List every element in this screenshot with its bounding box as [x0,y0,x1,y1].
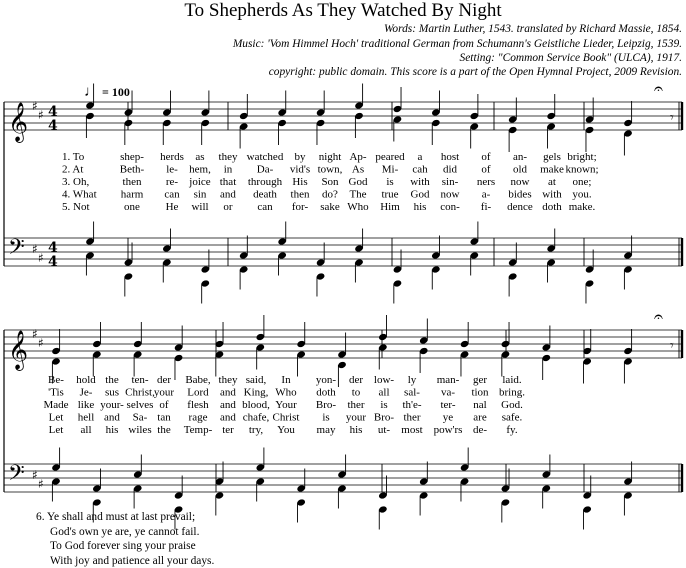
lyric-syllable: now [440,188,460,201]
lyric-syllable: chafe, [242,411,270,424]
lyric-syllable: th'e- [402,399,422,411]
lyric-syllable: Christ, [125,386,155,399]
lyric-syllable: like [77,399,95,411]
stanza-6-line: With joy and patience all your days. [50,554,215,567]
lyric-syllable: He [165,201,179,213]
lyric-syllable: said, [245,374,267,386]
lyric-syllable: they [218,151,238,163]
lyric-syllable: God [348,176,368,188]
lyric-syllable: his [349,424,363,436]
lyric-syllable: Him [380,201,400,213]
lyric-syllable: all [80,424,92,436]
sharp-icon: ♯ [38,336,44,350]
lyric-syllable: ut- [377,424,391,436]
lyric-syllable: Let [48,424,64,436]
lyric-syllable: flesh [187,399,209,411]
time-signature-top: 4 [48,240,58,256]
stanza-6 [36,510,214,568]
lyric-syllable: sal- [404,386,420,399]
lyric-syllable: shep- [120,151,144,163]
lyric-syllable: you. [572,188,592,201]
bass-clef-icon: 𝄢 [8,461,25,491]
lyric-syllable: and [104,411,120,424]
lyric-syllable: man- [436,374,460,386]
eighth-rest-icon: 𝄾 [670,110,674,126]
lyric-syllable: at [548,176,556,188]
lyric-syllable: Mi- [381,163,399,176]
lyric-syllable: doth [542,201,562,213]
lyric-syllable: now [510,176,530,188]
lyric-syllable: and [220,411,236,424]
lyric-syllable: Bro- [373,411,395,424]
lyric-syllable: peared [375,151,405,163]
lyric-syllable: Let [48,411,64,424]
time-signature-top: 4 [48,104,58,120]
lyric-syllable: of [159,399,169,411]
lyric-syllable: fi- [480,201,492,213]
stanza-6-line: To God forever sing your praise [50,540,196,552]
lyric-syllable: His [292,176,308,188]
lyric-syllable: Bro- [315,399,337,411]
lyric-syllable: ger [472,374,488,386]
lyric-syllable: selves [126,399,154,411]
lyric-syllable: Your [275,399,297,411]
lyric-syllable: that [219,176,237,188]
lyric-syllable: is [380,399,388,411]
lyric-syllable: doth [316,386,336,399]
lyric-syllable: with [410,176,430,188]
lyric-syllable: is [322,411,330,424]
fermata-icon: 𝄐 [654,307,663,326]
lyric-syllable: Made [43,399,69,411]
lyric-syllable: cah [412,163,428,176]
lyric-syllable: can [257,201,273,213]
music-credit: Music: 'Vom Himmel Hoch' traditional German from Schumann's Geistliche Lieder, Leipzig, 1539. [232,38,682,50]
lyric-syllable: low- [373,374,395,386]
lyric-syllable: can [164,188,180,201]
fermata-icon: 𝄐 [654,79,663,98]
treble-clef-icon: 𝄞 [8,102,29,142]
lyric-syllable: as [195,151,205,163]
lyric-syllable: 'Tis [48,386,64,399]
lyric-syllable: for- [291,201,309,213]
lyric-syllable: le- [166,163,178,176]
lyric-syllable: with [542,188,562,201]
lyric-syllable: one; [572,176,592,188]
lyric-syllable: by [294,151,306,163]
lyric-syllable: fy. [506,424,518,436]
lyric-syllable: Lord [187,386,209,399]
lyric-syllable: may [316,424,336,436]
copyright-credit: copyright: public domain. This score is a part of the Open Hymnal Project, 2009 Revision. [268,66,682,78]
lyric-syllable: Beth- [119,163,145,176]
sharp-icon: ♯ [38,108,44,122]
eighth-rest-icon: 𝄾 [670,338,674,354]
lyric-syllable: dence [507,201,533,213]
words-credit: Words: Martin Luther, 1543. translated by Richard Massie, 1854. [383,23,682,35]
lyric-syllable: most [401,424,423,436]
lyric-syllable: sus [104,386,120,399]
lyric-syllable: host [440,151,460,163]
sharp-icon: ♯ [32,242,38,256]
lyric-syllable: will [191,201,209,213]
lyric-syllable: ter [222,424,234,436]
lyric-syllable: God [410,188,430,201]
stanza-6-line: 6. Ye shall and must at last prevail; [36,511,196,523]
lyric-syllable: joice [189,176,211,188]
lyric-syllable: your [345,411,367,424]
lyric-syllable: tion [471,386,489,399]
lyric-syllable: ly [407,374,417,386]
lyric-syllable: Babe, [185,374,211,386]
lyric-syllable: God. [501,399,523,411]
lyric-syllable: King, [243,386,269,399]
lyric-syllable: Who [275,386,297,399]
lyric-syllable: 3. Oh, [62,176,90,188]
lyric-syllable: did [442,163,458,176]
lyric-syllable: laid. [502,374,522,386]
lyric-syllable: and [220,399,236,411]
lyric-syllable: Temp- [183,424,213,436]
lyric-syllable: do? [322,188,338,201]
lyric-syllable: to [351,386,361,399]
tempo-value: = 100 [102,85,130,99]
sharp-icon: ♯ [32,468,38,482]
lyric-syllable: sin [193,188,207,201]
lyric-syllable: death [253,188,277,201]
lyric-syllable: hell [77,411,95,424]
lyric-syllable: pow'rs [433,424,463,436]
lyric-syllable: sake [320,201,340,213]
lyric-syllable: 2. At [62,163,84,176]
bass-clef-icon: 𝄢 [8,235,25,265]
lyric-syllable: In [281,374,291,386]
lyric-syllable: make [540,163,564,176]
lyric-syllable: then [122,176,142,188]
lyric-syllable: rage [188,411,208,424]
lyric-syllable: herds [160,151,184,163]
lyric-syllable: con- [440,201,460,213]
lyric-syllable: are [473,411,487,424]
lyric-syllable: is [386,176,394,188]
stanza-6-line: God's own ye are, ye cannot fail. [50,525,200,538]
lyric-syllable: ther [347,399,365,411]
lyric-syllable: Son [321,176,339,188]
lyric-syllable: nal [473,399,487,411]
treble-clef-icon: 𝄞 [8,330,29,370]
time-signature-bottom: 4 [48,254,58,270]
lyric-syllable: ther [403,411,421,424]
lyric-syllable: they [218,374,238,386]
lyric-syllable: hem, [189,163,211,176]
lyric-syllable: safe. [501,411,523,424]
lyric-syllable: make. [568,201,596,213]
lyric-syllable: You [277,424,295,436]
lyric-syllable: watched [246,151,284,163]
lyric-syllable: hold [76,374,96,386]
lyric-syllable: the [157,424,171,436]
lyric-syllable: old [512,163,528,176]
lyric-syllable: bright; [567,151,597,163]
lyric-syllable: Be- [48,374,64,386]
lyric-syllable: one [124,201,140,213]
lyric-syllable: re- [165,176,179,188]
lyric-syllable: The [349,188,367,201]
lyric-syllable: Who [347,201,369,213]
sharp-icon: ♯ [38,251,44,265]
lyric-syllable: an- [512,151,528,163]
lyric-syllable: harm [120,188,144,201]
lyric-syllable: the [105,374,119,386]
lyric-syllable: known; [565,163,599,176]
lyric-syllable: your [153,386,175,399]
lyric-syllable: gels [543,151,561,163]
lyric-syllable: tan [157,411,171,424]
quarter-note-icon: ♩ [84,84,99,100]
lyric-syllable: ter- [440,399,456,411]
lyric-syllable: As [351,163,365,176]
lyric-syllable: of [481,151,491,163]
lyric-syllable: Je- [79,386,93,399]
lyric-syllable: night [318,151,342,163]
lyric-syllable: wiles [128,424,152,436]
lyric-syllable: 5. Not [62,201,90,213]
lyric-syllable: Christ [272,411,300,424]
lyric-syllable: der [348,374,364,386]
sharp-icon: ♯ [38,477,44,491]
lyric-syllable: ye [442,411,454,424]
lyric-syllable: bring. [499,386,525,399]
lyric-syllable: de- [472,424,488,436]
lyric-syllable: of [481,163,491,176]
lyric-syllable: all [378,386,390,399]
lyric-syllable: his [413,201,427,213]
lyric-syllable: true [381,188,399,201]
lyric-syllable: Da- [256,163,274,176]
lyric-syllable: bides [508,188,532,201]
lyric-syllable: sin- [441,176,459,188]
lyric-syllable: and [220,188,236,201]
lyric-syllable: your- [100,399,124,411]
setting-credit: Setting: "Common Service Book" (ULCA), 1917. [459,52,682,64]
lyric-syllable: blood, [242,399,270,411]
lyric-syllable: a- [481,188,491,201]
lyric-syllable: his [105,424,119,436]
sharp-icon: ♯ [32,327,38,341]
lyric-syllable: ners [476,176,496,188]
lyric-syllable: and [220,386,236,399]
time-signature-bottom: 4 [48,118,58,134]
lyric-syllable: ten- [131,374,149,386]
lyric-syllable: try, [248,424,264,436]
lyric-syllable: vid's [289,163,311,176]
lyric-syllable: or [223,201,233,213]
lyric-syllable: Sa- [132,411,148,424]
lyric-syllable: town, [317,163,343,176]
sharp-icon: ♯ [32,99,38,113]
lyric-syllable: a [417,151,423,163]
lyric-syllable: Ap- [349,151,367,163]
lyric-syllable: 1. To [62,151,85,163]
lyric-syllable: 4. What [62,188,97,201]
lyric-syllable: in [223,163,233,176]
lyric-syllable: then [290,188,310,201]
lyric-syllable: yon- [315,374,337,386]
lyric-syllable: der [156,374,172,386]
hymn-title: To Shepherds As They Watched By Night [184,0,502,21]
lyric-syllable: through [247,176,283,188]
lyric-syllable: va- [440,386,456,399]
